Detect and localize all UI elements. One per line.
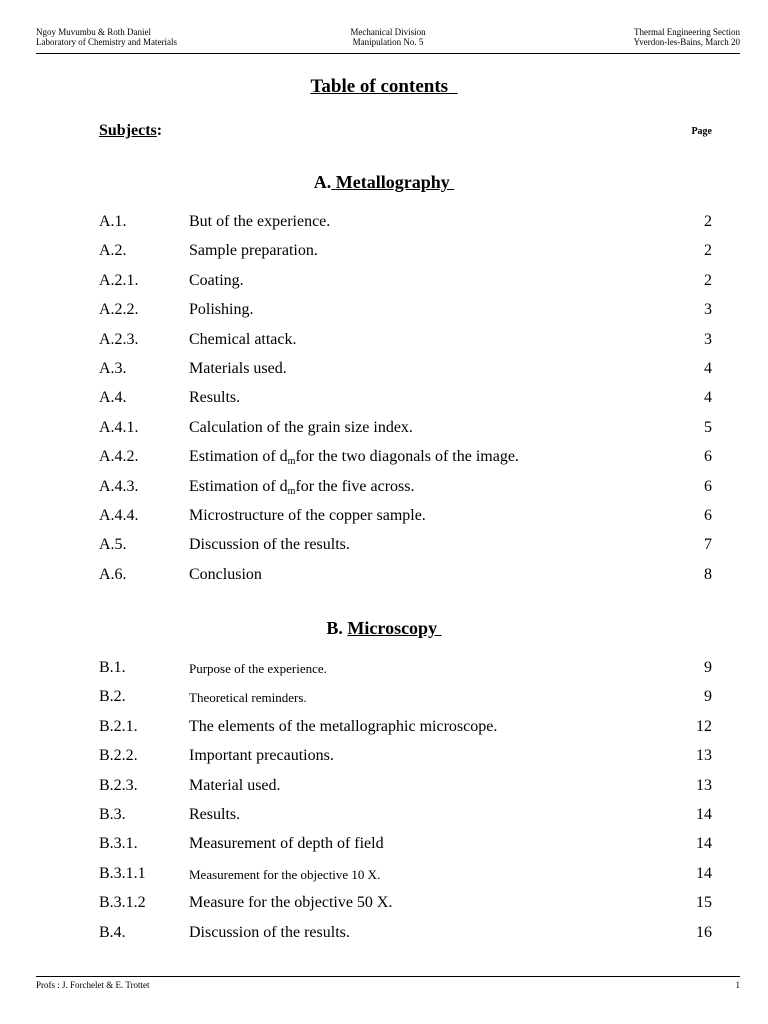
toc-number: A.2.1. <box>99 271 139 289</box>
toc-title: Chemical attack. <box>189 330 297 348</box>
toc-number: B.3.1. <box>99 835 138 853</box>
toc-row <box>0 418 768 447</box>
toc-page: 14 <box>696 835 712 853</box>
toc-row <box>0 893 768 922</box>
section-a-title <box>0 171 768 193</box>
header-section-line: Thermal Engineering Section <box>634 27 740 37</box>
toc-title: Results. <box>189 805 241 823</box>
toc-page: 2 <box>704 213 712 230</box>
toc-number: B.2.2. <box>99 747 138 765</box>
toc-row <box>0 241 768 270</box>
toc-page: 2 <box>704 271 712 289</box>
section-b-name-underlined <box>347 618 441 638</box>
header-division-line: Mechanical Division <box>350 27 426 37</box>
toc-title-pre: Estimation of d <box>189 448 288 466</box>
toc-title: The elements of the metallographic microscope. <box>189 717 498 735</box>
toc-number: A.1. <box>99 213 127 230</box>
header-manipulation-line: Manipulation No. 5 <box>352 37 424 47</box>
page-header <box>36 27 740 54</box>
toc-page: 3 <box>704 301 712 319</box>
toc-title: Measure for the objective 50 X. <box>189 894 393 912</box>
toc-row <box>0 658 768 687</box>
toc-row <box>0 834 768 863</box>
toc-title: But of the experience. <box>189 213 331 230</box>
toc-title: Discussion of the results. <box>189 923 350 941</box>
toc-page: 7 <box>704 536 712 554</box>
toc-row <box>0 506 768 535</box>
toc-title-post: for the two diagonals of the image. <box>295 448 519 466</box>
toc-row <box>0 864 768 893</box>
toc-page: 4 <box>704 359 712 377</box>
toc-row <box>0 271 768 300</box>
page-title <box>0 76 768 98</box>
toc-title-subscript: m <box>287 456 296 468</box>
toc-number: A.2.2. <box>99 301 139 319</box>
toc-title-pre: Estimation of d <box>189 477 288 495</box>
subjects-colon: : <box>156 122 163 139</box>
toc-title: Sample preparation. <box>189 242 318 260</box>
toc-page: 9 <box>704 688 712 706</box>
toc-title-post: for the five across. <box>295 477 415 495</box>
page-footer <box>36 976 740 990</box>
page-title-text <box>310 76 457 97</box>
toc-row <box>0 746 768 775</box>
toc-number: B.3.1.1 <box>99 864 146 882</box>
footer-professors: Profs : J. Forchelet & E. Trottet <box>36 980 150 990</box>
toc-row <box>0 447 768 476</box>
header-authors-line: Ngoy Muvumbu & Roth Daniel <box>36 27 151 37</box>
toc-number: A.6. <box>99 565 127 583</box>
toc-row <box>0 717 768 746</box>
toc-page: 4 <box>704 389 712 407</box>
toc-title: Material used. <box>189 776 281 794</box>
section-b-letter: B. <box>326 618 343 638</box>
section-a-letter: A. <box>313 172 332 192</box>
toc-number: A.4.4. <box>99 506 139 524</box>
toc-number: B.3. <box>99 805 126 823</box>
toc-number: A.4.2. <box>99 448 139 466</box>
section-b-name: Microscopy <box>347 618 438 638</box>
toc-number: B.2.1. <box>99 717 138 735</box>
toc-row <box>0 687 768 716</box>
toc-row <box>0 388 768 417</box>
subjects-label: Subjects <box>99 122 157 139</box>
toc-row <box>0 300 768 329</box>
toc-title: Important precautions. <box>189 747 334 765</box>
toc-row <box>0 805 768 834</box>
toc-number: B.1. <box>99 659 126 676</box>
toc-title <box>189 447 519 467</box>
toc-title: Measurement for the objective 10 X. <box>189 866 381 882</box>
toc-page: 8 <box>704 565 712 583</box>
toc-title: Polishing. <box>189 301 254 319</box>
toc-title <box>189 477 415 497</box>
toc-page: 14 <box>696 864 712 882</box>
section-a-name-underlined <box>331 172 454 192</box>
toc-number: B.3.1.2 <box>99 894 146 912</box>
toc-page: 16 <box>696 923 712 941</box>
toc-row <box>0 330 768 359</box>
toc-page: 13 <box>696 747 712 765</box>
toc-title: Materials used. <box>189 359 287 377</box>
section-b-list <box>0 658 768 952</box>
toc-title: Microstructure of the copper sample. <box>189 506 426 524</box>
toc-title: Results. <box>189 389 241 407</box>
toc-number: A.5. <box>99 536 127 554</box>
toc-row <box>0 212 768 241</box>
toc-row <box>0 776 768 805</box>
header-section <box>634 27 740 47</box>
header-date-line: Yverdon-les-Bains, March 20 <box>633 37 740 47</box>
toc-page: 2 <box>704 242 712 260</box>
toc-title: Theoretical reminders. <box>189 690 307 706</box>
toc-title: Measurement of depth of field <box>189 835 384 853</box>
toc-page: 13 <box>696 776 712 794</box>
toc-title: Calculation of the grain size index. <box>189 418 413 436</box>
toc-title: Discussion of the results. <box>189 536 350 554</box>
toc-page: 6 <box>704 448 712 466</box>
toc-number: A.4. <box>99 389 127 407</box>
toc-number: A.3. <box>99 359 127 377</box>
section-a-list <box>0 212 768 594</box>
toc-row <box>0 923 768 952</box>
toc-page: 9 <box>704 659 712 676</box>
toc-number: A.4.3. <box>99 477 139 495</box>
header-lab-line: Laboratory of Chemistry and Materials <box>36 37 177 47</box>
toc-number: B.2.3. <box>99 776 138 794</box>
page-title-label: Table of contents <box>310 76 449 97</box>
toc-title-subscript: m <box>287 485 296 497</box>
toc-page: 5 <box>704 418 712 436</box>
section-a-name: Metallography <box>335 172 450 192</box>
toc-row <box>0 359 768 388</box>
toc-number: B.4. <box>99 923 126 941</box>
toc-page: 3 <box>704 330 712 348</box>
toc-row <box>0 535 768 564</box>
toc-number: A.4.1. <box>99 418 139 436</box>
toc-row <box>0 565 768 594</box>
subjects-heading <box>99 121 162 141</box>
toc-page: 6 <box>704 477 712 495</box>
toc-number: B.2. <box>99 688 126 706</box>
toc-title: Coating. <box>189 271 244 289</box>
toc-number: A.2. <box>99 242 127 260</box>
toc-page: 6 <box>704 506 712 524</box>
toc-title: Conclusion <box>189 565 262 583</box>
toc-page: 12 <box>696 717 712 735</box>
toc-number: A.2.3. <box>99 330 139 348</box>
page-column-label: Page <box>691 126 712 137</box>
toc-title: Purpose of the experience. <box>189 661 327 676</box>
toc-page: 15 <box>696 894 712 912</box>
toc-page: 14 <box>696 805 712 823</box>
toc-row <box>0 477 768 506</box>
footer-page-number: 1 <box>735 980 740 990</box>
section-b-title <box>0 617 768 639</box>
